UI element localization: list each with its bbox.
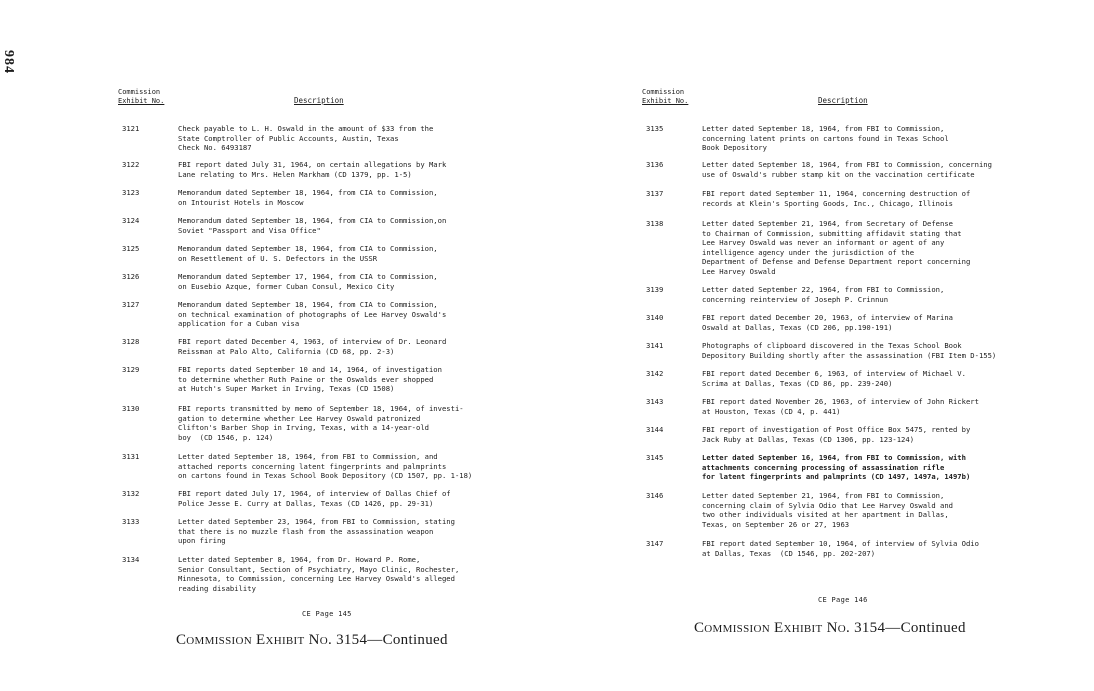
exhibit-description: Letter dated September 18, 1964, from FBI to Commission, and attached reports concerning latent fingerprints and palmprints on cartons found in Texas School Book Depository (CD 1507, pp. 1-18) (178, 452, 473, 481)
exhibit-number: 3146 (646, 491, 664, 500)
exhibit-number: 3131 (122, 452, 140, 461)
exhibit-number: 3135 (646, 124, 664, 133)
exhibit-caption (694, 620, 966, 637)
exhibit-number: 3121 (122, 124, 140, 133)
exhibit-number-header-line1: Commission (642, 88, 685, 96)
exhibit-number: 3125 (122, 244, 140, 253)
exhibit-description: Letter dated September 18, 1964, from FBI to Commission, concerning latent prints on cartons found in Texas School Book Depository (702, 124, 949, 153)
exhibit-number-header-line1: Commission (118, 88, 161, 96)
exhibit-description: FBI report dated December 4, 1963, of interview of Dr. Leonard Reissman at Palo Alto, California (CD 68, pp. 2-3) (178, 337, 447, 356)
exhibit-number: 3128 (122, 337, 140, 346)
exhibit-number: 3147 (646, 539, 664, 548)
exhibit-number: 3123 (122, 188, 140, 197)
exhibit-description: FBI report dated September 10, 1964, of interview of Sylvia Odio at Dallas, Texas (CD 1546, pp. 202-207) (702, 539, 979, 558)
exhibit-description: FBI report dated December 20, 1963, of interview of Marina Oswald at Dallas, Texas (CD 206, pp.190-191) (702, 313, 953, 332)
exhibit-description: FBI report dated July 17, 1964, of interview of Dallas Chief of Police Jesse E. Curry at Dallas, Texas (CD 1426, pp. 29-31) (178, 489, 451, 508)
exhibit-number-header-line2: Exhibit No. (642, 97, 689, 105)
exhibit-number: 3124 (122, 216, 140, 225)
exhibit-number: 3134 (122, 555, 140, 564)
ce-page-label: CE Page 146 (818, 596, 868, 604)
exhibit-number: 3139 (646, 285, 664, 294)
exhibit-description: Check payable to L. H. Oswald in the amount of $33 from the State Comptroller of Public Accounts, Austin, Texas Check No. 6493187 (178, 124, 434, 153)
exhibit-number: 3142 (646, 369, 664, 378)
exhibit-description: Memorandum dated September 18, 1964, from CIA to Commission, on Resettlement of U. S. Defectors in the USSR (178, 244, 438, 263)
exhibit-description: Memorandum dated September 17, 1964, from CIA to Commission, on Eusebio Azque, former Cuban Consul, Mexico City (178, 272, 438, 291)
right-page (642, 0, 1062, 691)
exhibit-number: 3141 (646, 341, 664, 350)
exhibit-description: Letter dated September 22, 1964, from FBI to Commission, concerning reinterview of Joseph P. Crinnun (702, 285, 945, 304)
exhibit-caption-title: Commission Exhibit No. 3154 (176, 632, 368, 648)
exhibit-description: FBI reports transmitted by memo of September 18, 1964, of investi- gation to determine whether Lee Harvey Oswald patronized Clifton's Barber Shop in Irving, Texas, with a 14-year-old boy (CD 1546, p. 124) (178, 404, 464, 442)
exhibit-description: FBI report dated December 6, 1963, of interview of Michael V. Scrima at Dallas, Texas (CD 86, pp. 239-240) (702, 369, 966, 388)
exhibit-description: Letter dated September 8, 1964, from Dr. Howard P. Rome, Senior Consultant, Section of Psychiatry, Mayo Clinic, Rochester, Minnesota, to Commission, concerning Lee Harvey Oswald's alleged reading disability (178, 555, 460, 593)
exhibit-description: Letter dated September 21, 1964, from Secretary of Defense to Chairman of Commission, submitting affidavit stating that Lee Harvey Oswald was never an informant or agent of any intelligence agency under the jurisdiction of the Department of Defense and Defense Department report concerning Lee Harvey Oswald (702, 219, 971, 276)
exhibit-description: Letter dated September 23, 1964, from FBI to Commission, stating that there is no muzzle flash from the assassination weapon upon firing (178, 517, 455, 546)
exhibit-number: 3122 (122, 160, 140, 169)
exhibit-number: 3140 (646, 313, 664, 322)
exhibit-number: 3145 (646, 453, 664, 462)
exhibit-description: Photographs of clipboard discovered in the Texas School Book Depository Building shortly after the assassination (FBI Item D-155) (702, 341, 997, 360)
exhibit-description: Memorandum dated September 18, 1964, from CIA to Commission, on Intourist Hotels in Moscow (178, 188, 438, 207)
exhibit-caption (176, 632, 448, 649)
exhibit-description: Memorandum dated September 18, 1964, from CIA to Commission,on Soviet "Passport and Visa Office" (178, 216, 447, 235)
exhibit-caption-suffix: —Continued (367, 632, 448, 648)
ce-page-label: CE Page 145 (302, 610, 352, 618)
exhibit-number: 3126 (122, 272, 140, 281)
exhibit-description: FBI report dated September 11, 1964, concerning destruction of records at Klein's Sporting Goods, Inc., Chicago, Illinois (702, 189, 971, 208)
exhibit-number: 3129 (122, 365, 140, 374)
exhibit-number: 3137 (646, 189, 664, 198)
exhibit-description: Letter dated September 16, 1964, from FBI to Commission, with attachments concerning processing of assassination rifle for latent fingerprints and palmprints (CD 1497, 1497a, 1497b) (702, 453, 971, 482)
exhibit-number: 3132 (122, 489, 140, 498)
exhibit-description: FBI report of investigation of Post Office Box 5475, rented by Jack Ruby at Dallas, Texas (CD 1306, pp. 123-124) (702, 425, 971, 444)
exhibit-number-header (642, 88, 712, 106)
exhibit-number: 3130 (122, 404, 140, 413)
page-number: 984 (1, 50, 16, 74)
exhibit-caption-suffix: —Continued (885, 620, 966, 636)
exhibit-number: 3133 (122, 517, 140, 526)
exhibit-description: FBI report dated November 26, 1963, of interview of John Rickert at Houston, Texas (CD 4, p. 441) (702, 397, 979, 416)
exhibit-description: Letter dated September 18, 1964, from FBI to Commission, concerning use of Oswald's rubber stamp kit on the vaccination certificate (702, 160, 992, 179)
exhibit-number: 3127 (122, 300, 140, 309)
exhibit-description: FBI reports dated September 10 and 14, 1964, of investigation to determine whether Ruth Paine or the Oswalds ever shopped at Hutch's Super Market in Irving, Texas (CD 1508) (178, 365, 442, 394)
exhibit-description: Memorandum dated September 18, 1964, from CIA to Commission, on technical examination of photographs of Lee Harvey Oswald's application for a Cuban visa (178, 300, 447, 329)
description-header: Description (818, 96, 868, 105)
exhibit-description: FBI report dated July 31, 1964, on certain allegations by Mark Lane relating to Mrs. Helen Markham (CD 1379, pp. 1-5) (178, 160, 447, 179)
exhibit-number: 3138 (646, 219, 664, 228)
description-header: Description (294, 96, 344, 105)
exhibit-number: 3144 (646, 425, 664, 434)
exhibit-number-header (118, 88, 188, 106)
exhibit-description: Letter dated September 21, 1964, from FBI to Commission, concerning claim of Sylvia Odio that Lee Harvey Oswald and two other individuals visited at her apartment in Dallas, Texas, on September 26 or 27, 1963 (702, 491, 953, 529)
left-page (118, 0, 538, 691)
exhibit-number-header-line2: Exhibit No. (118, 97, 165, 105)
exhibit-number: 3136 (646, 160, 664, 169)
exhibit-number: 3143 (646, 397, 664, 406)
exhibit-caption-title: Commission Exhibit No. 3154 (694, 620, 886, 636)
